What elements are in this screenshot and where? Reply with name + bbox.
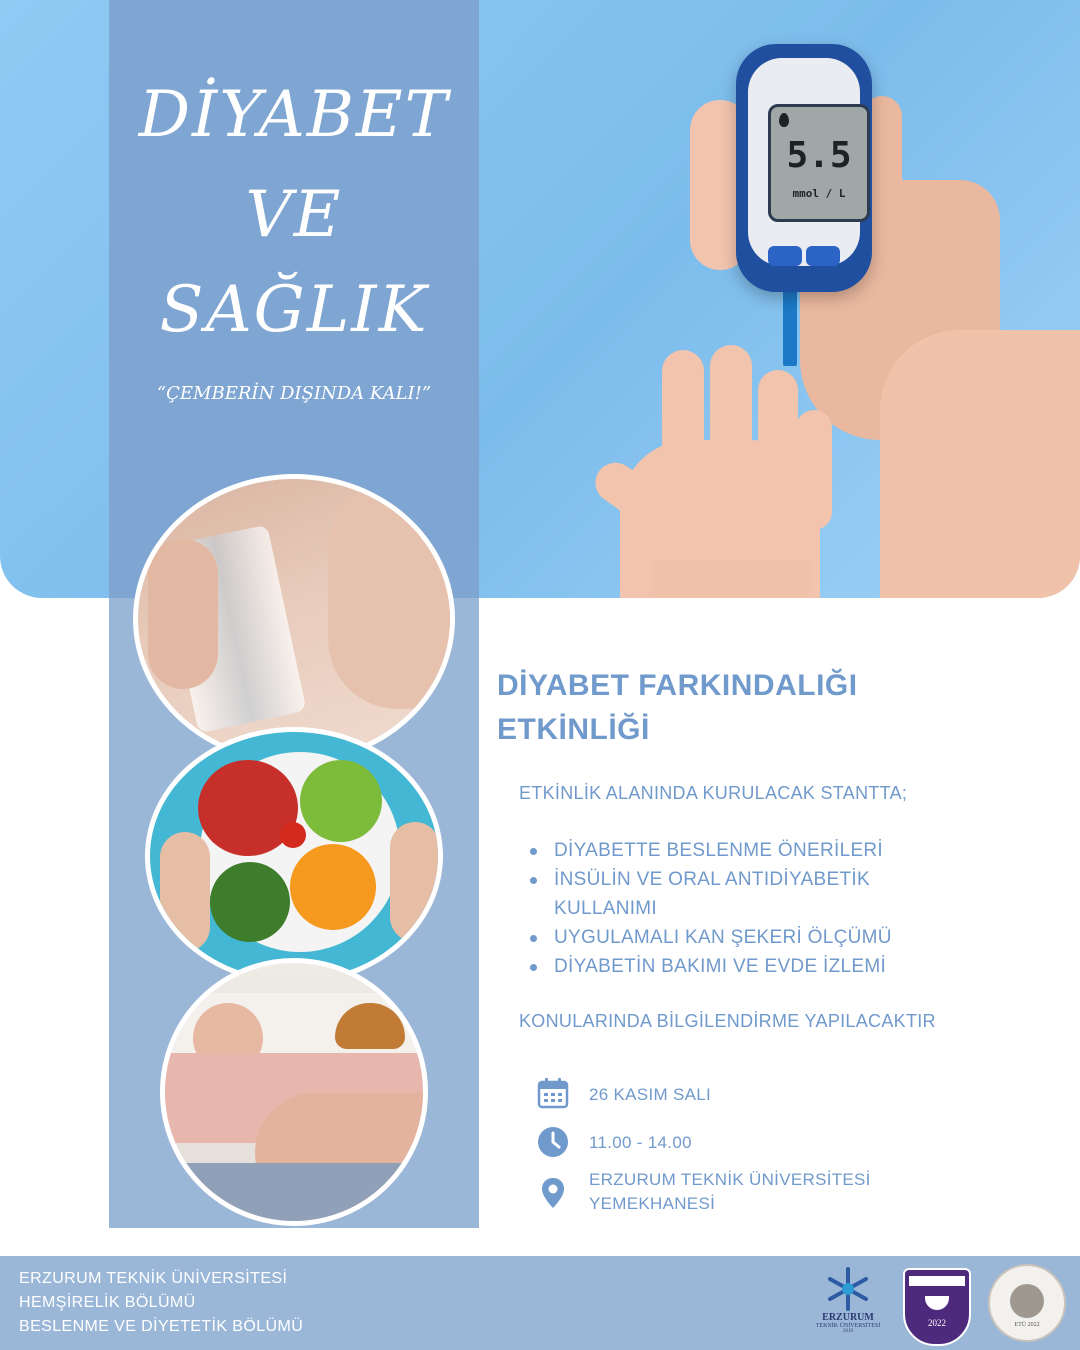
list-item: İNSÜLİN VE ORAL ANTIDİYABETİK KULLANIMI — [530, 865, 970, 923]
finger-1 — [662, 350, 704, 490]
meter-button-left — [768, 246, 802, 266]
holding-arm — [880, 330, 1080, 598]
list-item: DİYABETTE BESLENME ÖNERİLERİ — [530, 836, 970, 865]
photo-fruits-vegetables — [145, 727, 443, 985]
logo1-sub: TEKNİK ÜNİVERSİTESİ — [815, 1323, 881, 1329]
broccoli — [210, 862, 290, 942]
shield-banner — [909, 1276, 965, 1286]
finger-2 — [710, 345, 752, 495]
logo1-year: 2010 — [843, 1329, 853, 1334]
logo1-name: ERZURUM — [822, 1312, 874, 1323]
meter-reading: 5.5 — [786, 135, 852, 176]
test-strip — [783, 290, 797, 366]
finger-3 — [758, 370, 798, 510]
finger-4 — [796, 410, 832, 530]
topic-list — [530, 836, 970, 981]
list-item: UYGULAMALI KAN ŞEKERİ ÖLÇÜMÜ — [530, 923, 970, 952]
footer-nutrition-dept: BESLENME VE DİYETETİK BÖLÜMÜ — [19, 1318, 304, 1335]
event-title-line2: ETKİNLİĞİ — [497, 713, 650, 746]
erzurum-university-logo — [808, 1266, 888, 1346]
logo2-year: 2022 — [928, 1318, 946, 1328]
snowflake-icon — [825, 1266, 871, 1312]
photo-drinking-water — [133, 474, 455, 764]
apple-green — [300, 760, 382, 842]
meter-button-right — [806, 246, 840, 266]
nursing-shield-logo — [903, 1268, 971, 1346]
photo-child-burger — [160, 958, 428, 1226]
event-date: 26 KASIM SALI — [589, 1085, 712, 1104]
hand-left — [160, 832, 210, 952]
pants — [165, 1163, 428, 1226]
face — [328, 479, 455, 709]
meter-unit: mmol / L — [792, 187, 846, 200]
logo3-inner — [1010, 1284, 1044, 1318]
list-item: DİYABETİN BAKIMI VE EVDE İZLEMİ — [530, 952, 970, 981]
poster-tagline: “ÇEMBERİN DIŞINDA KALI!” — [156, 383, 432, 404]
event-title — [497, 664, 997, 752]
poster-title-line2: VE — [245, 178, 343, 252]
event-location-line1: ERZURUM TEKNİK ÜNİVERSİTESİ — [589, 1170, 871, 1189]
drinking-hand — [148, 539, 218, 689]
hand-right — [390, 822, 440, 942]
orange — [290, 844, 376, 930]
location-pin-icon — [537, 1177, 569, 1209]
poster-title-line3: SAĞLIK — [159, 273, 429, 347]
event-intro: ETKİNLİK ALANINDA KURULACAK STANTTA; — [519, 783, 908, 803]
footer-nursing-dept: HEMŞİRELİK BÖLÜMÜ — [19, 1294, 196, 1311]
blood-drop-icon — [779, 113, 789, 127]
calendar-icon — [537, 1077, 569, 1109]
glucose-meter — [736, 44, 872, 292]
footer — [0, 1256, 1080, 1350]
event-location — [589, 1168, 871, 1216]
clock-icon — [537, 1126, 569, 1158]
event-time: 11.00 - 14.00 — [589, 1133, 692, 1152]
poster-title-line1: DİYABET — [138, 78, 450, 152]
logo3-year: ETÜ 2022 — [1014, 1322, 1040, 1328]
footer-university: ERZURUM TEKNİK ÜNİVERSİTESİ — [19, 1270, 288, 1287]
nutrition-society-logo — [988, 1264, 1066, 1342]
meter-face — [748, 58, 860, 266]
event-closing: KONULARINDA BİLGİLENDİRME YAPILACAKTIR — [519, 1011, 936, 1031]
meter-screen — [768, 104, 870, 222]
event-title-line1: DİYABET FARKINDALIĞI — [497, 669, 858, 702]
event-location-line2: YEMEKHANESİ — [589, 1194, 716, 1213]
tomato — [280, 822, 306, 848]
open-wrist — [650, 560, 810, 598]
lamp-icon — [925, 1296, 949, 1310]
